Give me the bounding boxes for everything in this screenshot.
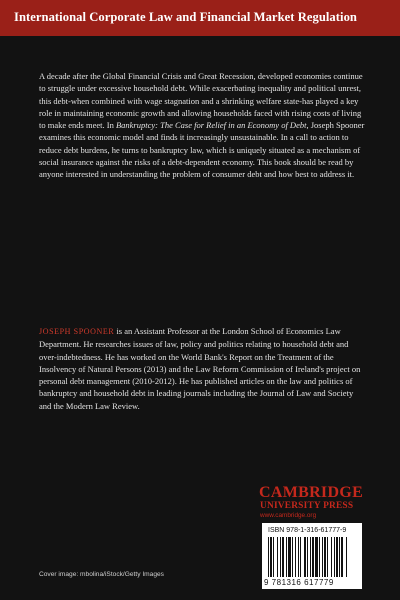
- blurb-book-title: Bankruptcy: The Case for Relief in an Economy of Debt: [115, 120, 307, 131]
- publisher-name: CAMBRIDGE: [259, 484, 364, 501]
- cover-image-credit: Cover image: mbolina/iStock/Getty Images: [39, 571, 164, 578]
- blurb-text-1: A decade after the Global Financial Crisis and Great Recession, developed economies continue to struggle under excessive household debt. While exacerbating inequality and political unrest, this debt-when combined with wage stagnation and a shrinking welfare state-has played a key role in maintaining economic growth and allowing households faced with rising costs of living to make ends meet. In: [39, 71, 363, 131]
- series-band: [0, 0, 400, 36]
- barcode-digits: 9 781316 617779: [264, 578, 334, 587]
- series-title: International Corporate Law and Financial Market Regulation: [14, 10, 357, 24]
- barcode-icon: [268, 537, 356, 577]
- author-name: JOSEPH SPOONER: [39, 327, 115, 336]
- publisher-url: www.cambridge.org: [260, 512, 317, 519]
- publisher-logo: [259, 485, 369, 520]
- blurb-text-2: , Joseph Spooner examines this economic model and finds it increasingly unsustainable. In a call to action to reduce debt burdens, he turns to bankruptcy law, which is uniquely situated as a mechanism of social insurance against the risks of a debt-dependent economy. This book should be read by anyone interested in understanding the problem of consumer debt and how best to address it.: [39, 120, 365, 180]
- isbn-label: ISBN 978-1-316-61777-9: [268, 527, 347, 534]
- book-blurb: [39, 70, 365, 181]
- barcode-panel: [262, 523, 362, 589]
- author-bio: [39, 325, 365, 412]
- publisher-subtitle: UNIVERSITY PRESS: [260, 501, 354, 511]
- author-bio-text: is an Assistant Professor at the London School of Economics Law Department. He researches issues of law, policy and politics relating to household debt and over-indebtedness. He has worked on the World Bank's Report on the Treatment of the Insolvency of Natural Persons (2013) and the Law Reform Commission of Ireland's project on personal debt management (2010-2012). He has published articles on the law and politics of bankruptcy and household debt in leading journals including the Journal of Law and Society and the Modern Law Review.: [39, 326, 361, 411]
